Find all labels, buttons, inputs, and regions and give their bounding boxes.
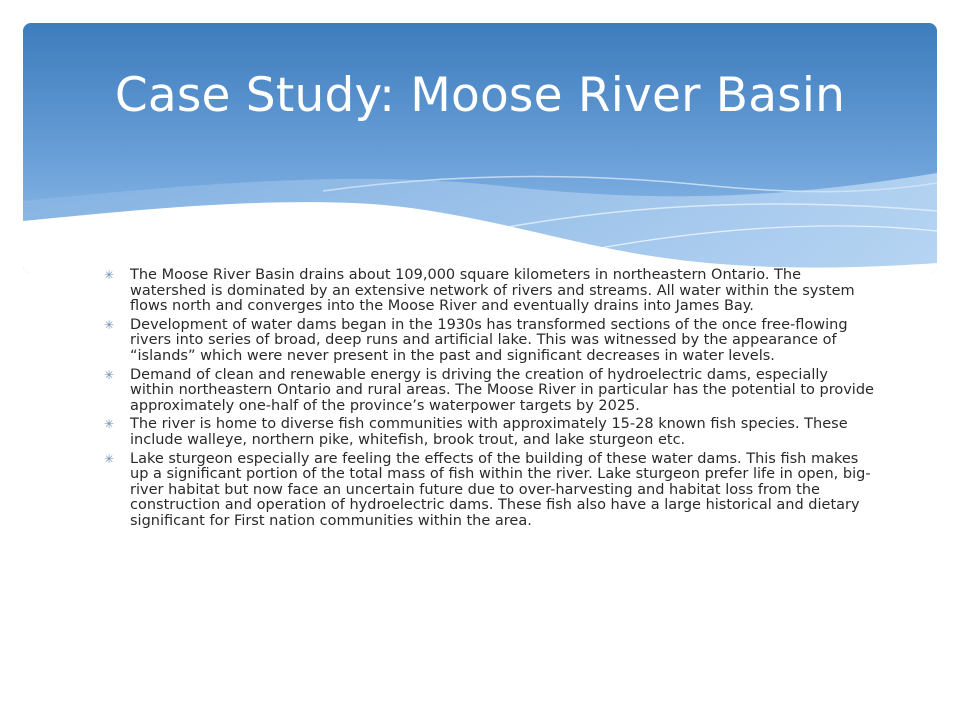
bullet-item xyxy=(104,318,874,365)
bullet-item xyxy=(104,452,874,530)
bullet-item xyxy=(104,417,874,448)
asterisk-bullet-icon: ✳ xyxy=(104,451,115,466)
asterisk-bullet-icon: ✳ xyxy=(104,317,115,332)
bullet-text: The river is home to diverse fish communities with approximately 15-28 known fish species. These include walleye, northern pike, whitefish, brook trout, and lake sturgeon etc. xyxy=(130,416,848,448)
bullet-item xyxy=(104,368,874,415)
asterisk-bullet-icon: ✳ xyxy=(104,268,115,282)
bullet-list xyxy=(104,268,874,533)
bullet-item xyxy=(104,268,874,315)
bullet-text: Demand of clean and renewable energy is driving the creation of hydroelectric dams, especially within northeastern Ontario and rural areas. The Moose River in particular has the potential to provide approximately one-half of the province’s waterpower targets by 2025. xyxy=(130,366,874,414)
asterisk-bullet-icon: ✳ xyxy=(104,417,115,432)
slide-title: Case Study: Moose River Basin xyxy=(114,68,846,123)
header-banner xyxy=(23,23,937,273)
wave-background xyxy=(23,23,937,273)
bullet-text: Lake sturgeon especially are feeling the effects of the building of these water dams. This fish makes up a significant portion of the total mass of fish within the river. Lake sturgeon prefer life in open, big-river habitat but now face an uncertain future due to over-harvesting and habitat loss from the construction and operation of hydroelectric dams. These fish also have a large historical and dietary significant for First nation communities within the area. xyxy=(130,450,871,529)
bullet-text: The Moose River Basin drains about 109,000 square kilometers in northeastern Ontario. The watershed is dominated by an extensive network of rivers and streams. All water within the system flows north and converges into the Moose River and eventually drains into James Bay. xyxy=(130,267,855,315)
asterisk-bullet-icon: ✳ xyxy=(104,367,115,382)
bullet-text: Development of water dams began in the 1930s has transformed sections of the once free-flowing rivers into series of broad, deep runs and artificial lake. This was witnessed by the appearance of “islands” which were never present in the past and significant decreases in water levels. xyxy=(130,316,848,364)
